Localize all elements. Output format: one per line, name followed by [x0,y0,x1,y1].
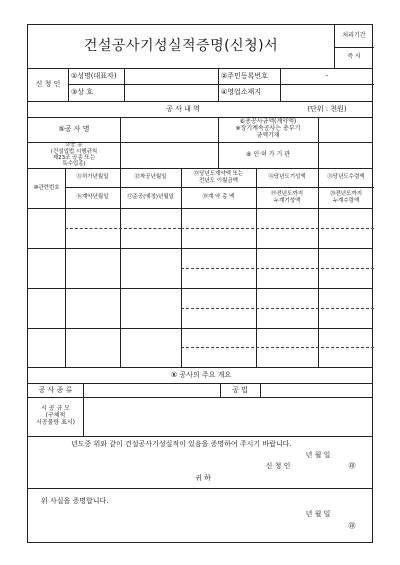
construction-scale-value[interactable] [83,397,374,436]
contract-date-header: ⑯계약년월일 [76,194,109,201]
work-kind-label: 공 사 종 류 [38,385,73,394]
related-number-header: ⑩관련번호 [33,184,60,191]
method-value[interactable] [260,383,374,397]
name-label: ①성명(대표자) [71,71,117,80]
resident-id-label: ②주민등록번호 [221,71,268,80]
request-applicant-label: 신 청 인 [265,462,291,471]
resident-id-value[interactable]: - [325,71,329,80]
project-name-label: ⑤공 사 명 [58,125,90,134]
contents-header: 공 사 내 역 [166,104,200,113]
completion-date-header: ⑰준공(예정)년월일 [127,194,174,201]
overview-header: ⑧ 공사의 주요 개요 [170,370,232,379]
request-recipient: 귀 하 [195,473,211,482]
name-value[interactable] [124,68,218,84]
start-date-header: ⑫착공년월일 [134,174,167,181]
year-performance-header: ⑭당년도기성액 [268,174,306,181]
construction-scale-label: 시 공 규 모 (구체적 시공물량 표시) [35,405,76,426]
processing-period-label: 처리기간 [342,31,366,39]
work-type-label: ⑦공 종 (건설업법 시행규칙 제23조 공종 또는 특수업종) [50,142,98,168]
total-contract-header: ⑱계 약 총 액 [202,194,235,201]
permit-date-header: ⑪허가년월일 [76,174,109,181]
project-name-value[interactable] [120,117,218,142]
unit-label: (단위 : 천원) [307,104,347,113]
license-agency-value[interactable] [318,142,374,168]
certificate-form [27,24,373,543]
trade-name-label: ③상 호 [71,88,94,97]
work-type-value[interactable] [120,142,218,168]
year-contract-header: ⑬당년도계약액 또는 전년도 이월금액 [193,171,244,184]
total-amount-label: ⑥총공사금액(계약액) ※장기계속공사는 총부기 금액기재 [235,118,301,139]
certify-date[interactable]: 년 월 일 [305,510,331,519]
trade-name-value[interactable] [124,84,218,101]
request-statement: 년도중 위와 같이 건설공사기성실적이 있음을 증명하여 주시기 바랍니다. [71,439,292,448]
office-address-value[interactable] [280,84,374,101]
applicant-label: 신 청 인 [35,80,61,89]
certify-seal-icon: ㊞ [348,522,356,531]
request-date[interactable]: 년 월 일 [305,451,331,460]
method-label: 공 법 [232,385,248,394]
form-title: 건설공사기성실적증명(신청)서 [83,38,279,55]
processing-period-value: 즉 시 [347,53,361,61]
license-agency-label: ⑧ 인·허 가 기 관 [246,150,290,158]
total-amount-value[interactable] [318,117,374,142]
year-received-header: ⑮당년도수령액 [327,174,365,181]
cumulative-performance-header: ⑲전년도까지 누계기성액 [270,191,304,204]
work-kind-value[interactable] [83,383,220,397]
cumulative-received-header: ⑳전년도까지 누계수령액 [329,191,363,204]
request-seal-icon: ㊞ [348,462,356,471]
certify-statement: 위 사실을 증명합니다. [41,496,109,505]
office-address-label: ④영업소재지 [221,88,262,97]
